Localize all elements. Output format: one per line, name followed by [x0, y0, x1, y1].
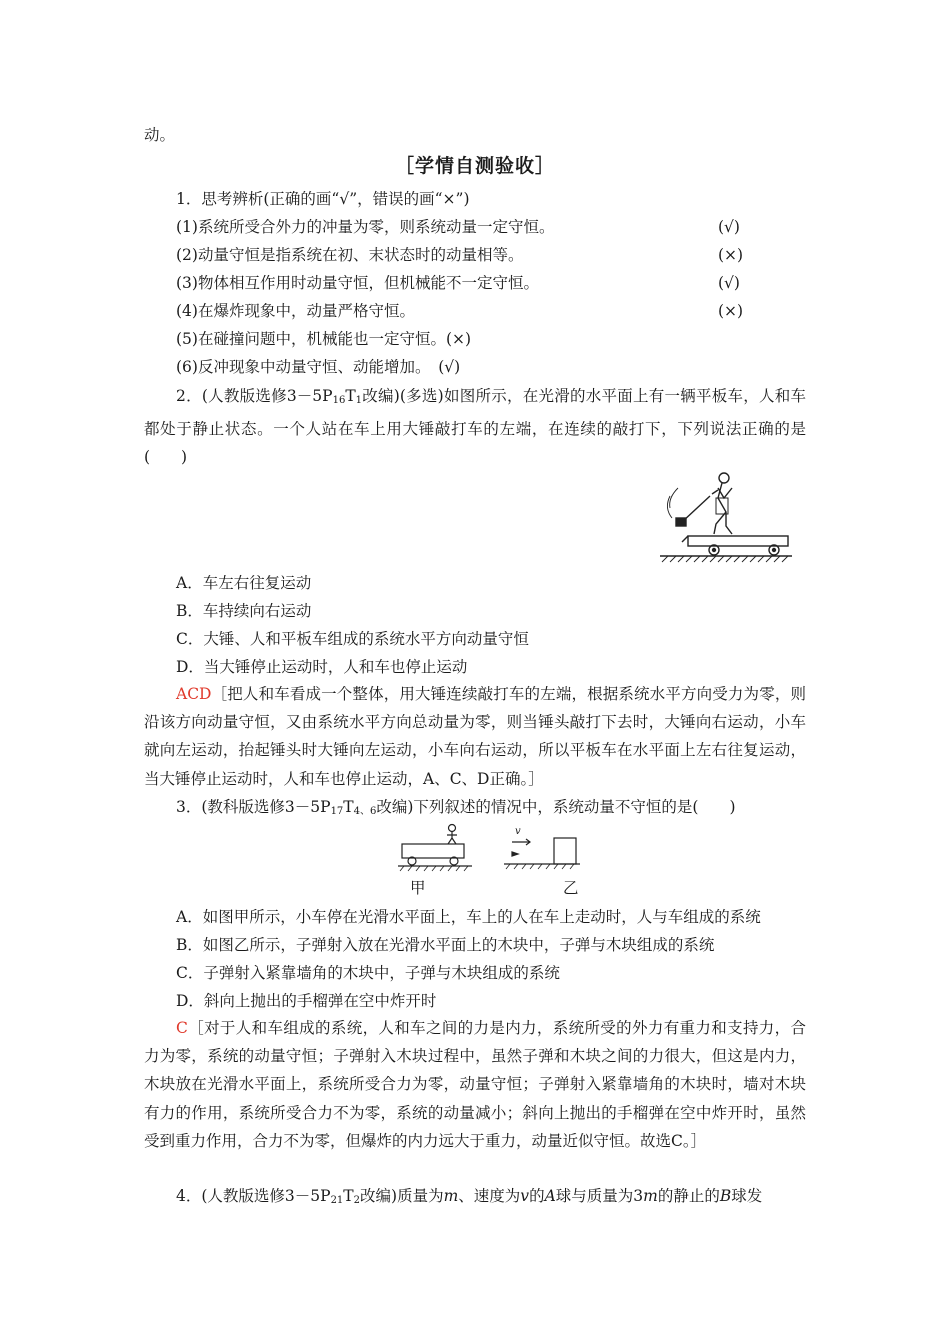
- top-fragment: 动。: [144, 126, 176, 144]
- q1-stem: 1．思考辨析(正确的画“√”，错误的画“×”): [176, 190, 470, 208]
- q3-option-c: C．子弹射入紧靠墙角的木块中，子弹与木块组成的系统: [176, 964, 560, 982]
- q3-option-b: B．如图乙所示，子弹射入放在光滑水平面上的木块中，子弹与木块组成的系统: [176, 936, 715, 954]
- q4-stem: 4．(人教版选修$3-5P_{21}T_2$改编)质量为m、速度为v的A球与质量为3m的静止的B球发: [176, 1187, 763, 1206]
- velocity-label: v: [515, 826, 521, 837]
- q3-answer: [144, 1014, 806, 1155]
- q2-option-b: B．车持续向右运动: [176, 602, 312, 620]
- q1-item-text: (4)在爆炸现象中，动量严格守恒。: [176, 302, 415, 320]
- q2-answer: [144, 680, 806, 793]
- q1-item-text: (2)动量守恒是指系统在初、末状态时的动量相等。: [176, 246, 524, 264]
- q1-item-mark: (×): [718, 302, 744, 320]
- section-title: ［学情自测验收］: [394, 155, 555, 177]
- q2-answer-key: ACD: [176, 685, 212, 703]
- q1-item: [176, 216, 806, 238]
- figure-label-b: 乙: [563, 879, 579, 897]
- q1-item-text: (1)系统所受合外力的冲量为零，则系统动量一定守恒。: [176, 218, 555, 236]
- q2-option-a: A．车左右往复运动: [176, 574, 312, 592]
- q1-item-mark: (√): [718, 218, 740, 236]
- q1-item: (5)在碰撞问题中，机械能也一定守恒。(×): [176, 330, 472, 348]
- cart-person-figure: [392, 822, 478, 872]
- q1-item: (6)反冲现象中动量守恒、动能增加。 (√): [176, 358, 461, 376]
- q3-option-a: A．如图甲所示，小车停在光滑水平面上，车上的人在车上走动时，人与车组成的系统: [176, 908, 761, 926]
- q2-option-c: C．大锤、人和平板车组成的系统水平方向动量守恒: [176, 630, 529, 648]
- q3-answer-text: ［对于人和车组成的系统，人和车之间的力是内力，系统所受的外力有重力和支持力，合力为零，系统的动量守恒；子弹射入木块过程中，虽然子弹和木块之间的力很大，但这是内力，木块放在光滑水平面上，系统所受合力为零，动量守恒；子弹射入紧靠墙角的木块时，墙对木块有力的作用，系统所受合力不为零，系统的动量减小；斜向上抛出的手榴弹在空中炸开时，虽然受到重力作用，合力不为零，但爆炸的内力远大于重力，动量近似守恒。故选C。］: [144, 1019, 806, 1150]
- bullet-block-figure: [500, 826, 586, 872]
- q1-item-mark: (√): [718, 274, 740, 292]
- q1-item: [176, 300, 806, 322]
- q2-option-d: D．当大锤停止运动时，人和车也停止运动: [176, 658, 468, 676]
- q2-stem: 2．(人教版选修$3-5P_{16}T_1$改编)(多选)如图所示，在光滑的水平面上有一辆平板车，人和车都处于静止状态。一个人站在车上用大锤敲打车的左端，在连续的敲打下，下列说法正确的是( ): [144, 387, 807, 467]
- q3-answer-key: C: [176, 1019, 188, 1037]
- q1-item-mark: (×): [718, 246, 744, 264]
- q3-option-d: D．斜向上抛出的手榴弹在空中炸开时: [176, 992, 437, 1010]
- q2-answer-text: ［把人和车看成一个整体，用大锤连续敲打车的左端，根据系统水平方向受力为零，则沿该方向动量守恒，又由系统水平方向总动量为零，则当锤头敲打下去时，大锤向右运动，小车就向左运动，抬起锤头时大锤向左运动，小车向右运动，所以平板车在水平面上左右往复运动，当大锤停止运动时，人和车也停止运动，A、C、D正确。］: [144, 685, 806, 788]
- q1-item-text: (3)物体相互作用时动量守恒，但机械能不一定守恒。: [176, 274, 539, 292]
- q1-item: [176, 272, 806, 294]
- cart-hammer-figure: [652, 468, 802, 564]
- figure-label-a: 甲: [410, 879, 426, 897]
- q3-stem: 3．(教科版选修$3-5P_{17}T_{4、6}$改编)下列叙述的情况中，系统动量不守恒的是( ): [176, 798, 736, 817]
- q1-item: [176, 244, 806, 266]
